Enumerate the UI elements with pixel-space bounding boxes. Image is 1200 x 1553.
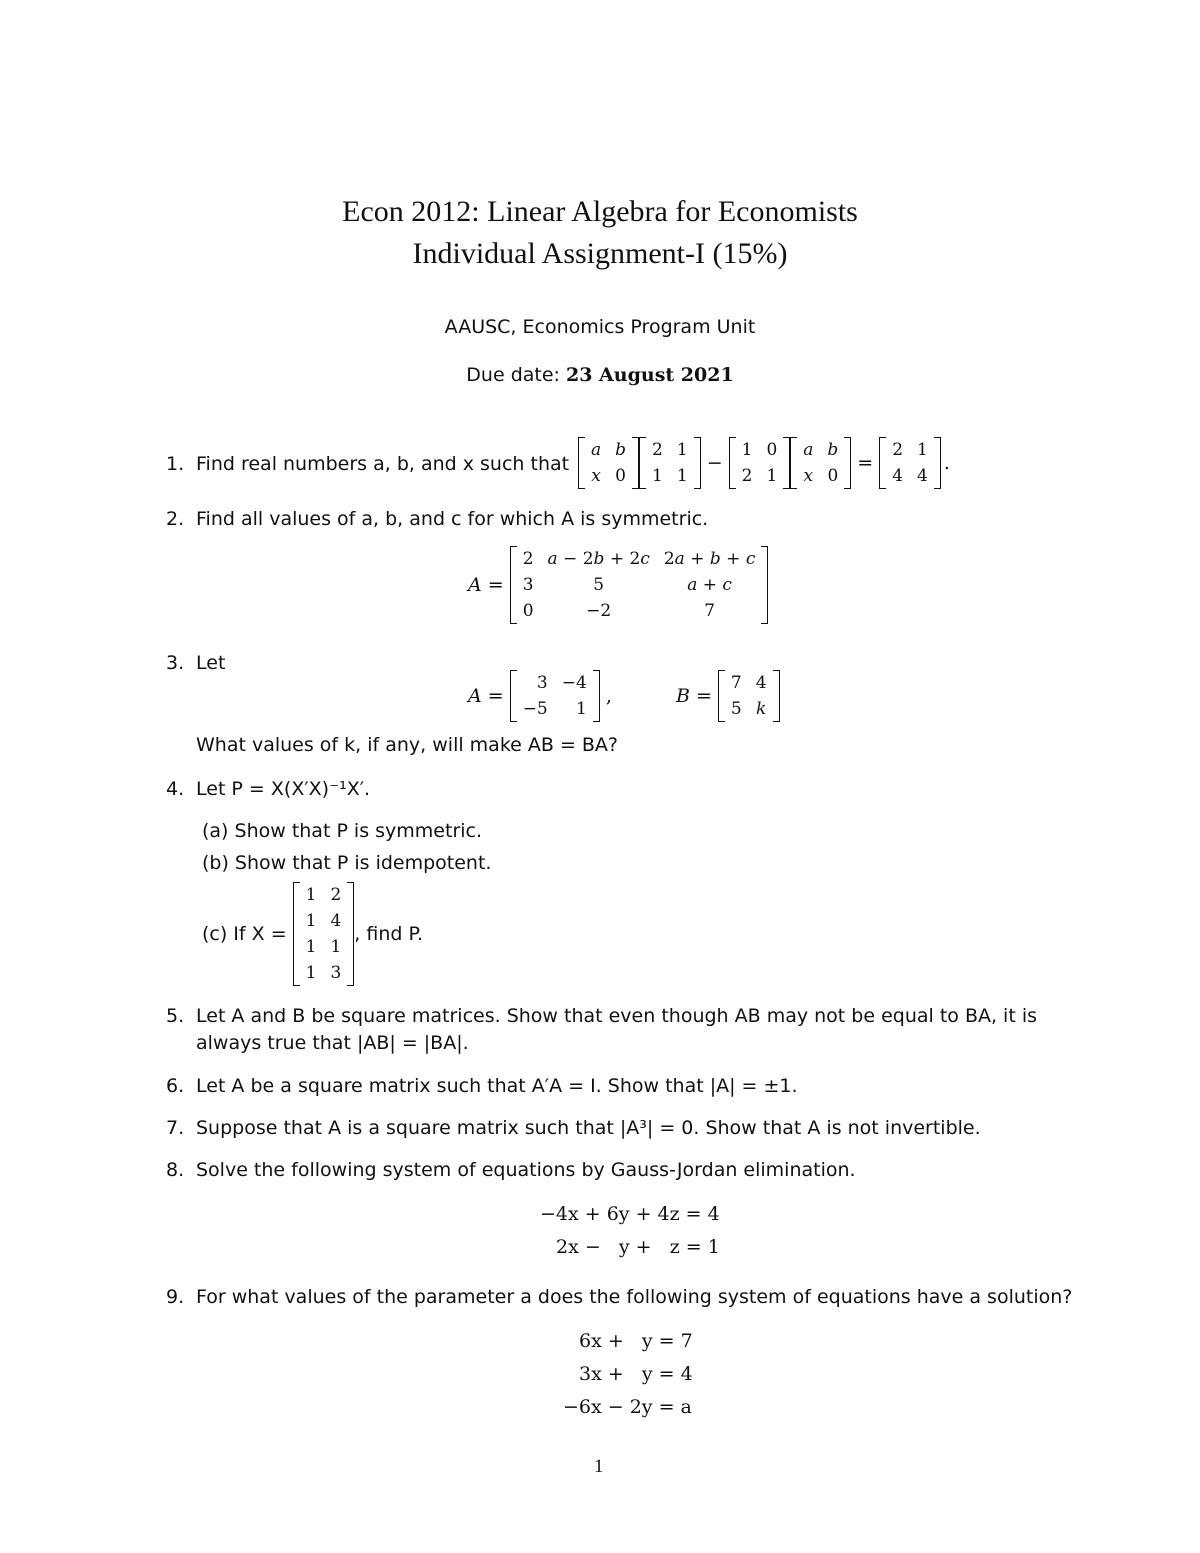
q3-question: What values of k, if any, will make AB = BA? [196, 734, 619, 756]
q3-matrix-A: A = 3 −4 −5 1 , [462, 670, 618, 722]
matrix: 7 4 5 k [718, 670, 780, 722]
q2-number: 2. [166, 508, 185, 530]
q1-text: Find real numbers a, b, and x such that [196, 453, 570, 475]
q9-equation-3: −6x − 2y = a [563, 1396, 692, 1418]
q3-text: Let [196, 652, 226, 674]
q7-text: Suppose that A is a square matrix such that |A³| = 0. Show that A is not invertible. [196, 1117, 981, 1139]
q4-part-b: (b) Show that P is idempotent. [202, 852, 492, 874]
due-label: Due date: [466, 364, 560, 386]
q2-text: Find all values of a, b, and c for which A is symmetric. [196, 508, 709, 530]
q9-text: For what values of the parameter a does the following system of equations have a solution? [196, 1286, 1073, 1308]
matrix: 3 −4 −5 1 [510, 670, 600, 722]
q9-number: 9. [166, 1286, 185, 1308]
matrix: 2 1 4 4 [879, 437, 941, 489]
q1-number: 1. [166, 453, 185, 475]
page-number: 1 [594, 1456, 604, 1477]
matrix: 2 1 1 1 [639, 437, 701, 489]
q4-part-c [202, 882, 423, 986]
matrix: a b x 0 [790, 437, 851, 489]
q6-number: 6. [166, 1075, 185, 1097]
q9-equation-2: 3x + y = 4 [579, 1363, 693, 1385]
q6-text: Let A be a square matrix such that A′A = I. Show that |A| = ±1. [196, 1075, 798, 1097]
institution: AAUSC, Economics Program Unit [444, 316, 756, 338]
title-line-1: Econ 2012: Linear Algebra for Economists [342, 195, 858, 228]
due-date [0, 364, 1200, 386]
title-line-2: Individual Assignment-I (15%) [412, 237, 788, 270]
q5-line-1: Let A and B be square matrices. Show that even though AB may not be equal to BA, it is [196, 1005, 1038, 1027]
q2-matrix-A: A = 2 a − 2b + 2c 2a + b + c 3 5 a + c 0 −2 7 [462, 546, 768, 624]
q8-number: 8. [166, 1159, 185, 1181]
q8-equation-2: 2x − y + z = 1 [556, 1236, 720, 1258]
q3-number: 3. [166, 652, 185, 674]
q4-c-prefix: (c) If X = [202, 923, 287, 945]
q9-equation-1: 6x + y = 7 [579, 1330, 693, 1352]
matrix: 2 a − 2b + 2c 2a + b + c 3 5 a + c 0 −2 7 [510, 546, 769, 624]
q8-equation-1: −4x + 6y + 4z = 4 [540, 1203, 720, 1225]
matrix: 1 0 2 1 [729, 437, 791, 489]
q7-number: 7. [166, 1117, 185, 1139]
due-value: 23 August 2021 [566, 364, 734, 386]
q5-number: 5. [166, 1005, 185, 1027]
matrix: 1 2 1 4 1 1 1 3 [293, 882, 355, 986]
q8-text: Solve the following system of equations by Gauss-Jordan elimination. [196, 1159, 856, 1181]
q4-text: Let P = X(X′X)⁻¹X′. [196, 778, 371, 800]
q1-matrix-equation: a b x 0 2 1 1 1 − 1 0 2 1 a b x 0 = 2 1 4 4 . [578, 437, 956, 489]
q5-line-2: always true that |AB| = |BA|. [196, 1032, 469, 1054]
matrix: a b x 0 [578, 437, 639, 489]
q3-matrix-B: B = 7 4 5 k [670, 670, 780, 722]
q4-c-suffix: , find P. [354, 923, 424, 945]
q4-part-a: (a) Show that P is symmetric. [202, 820, 483, 842]
q4-number: 4. [166, 778, 185, 800]
